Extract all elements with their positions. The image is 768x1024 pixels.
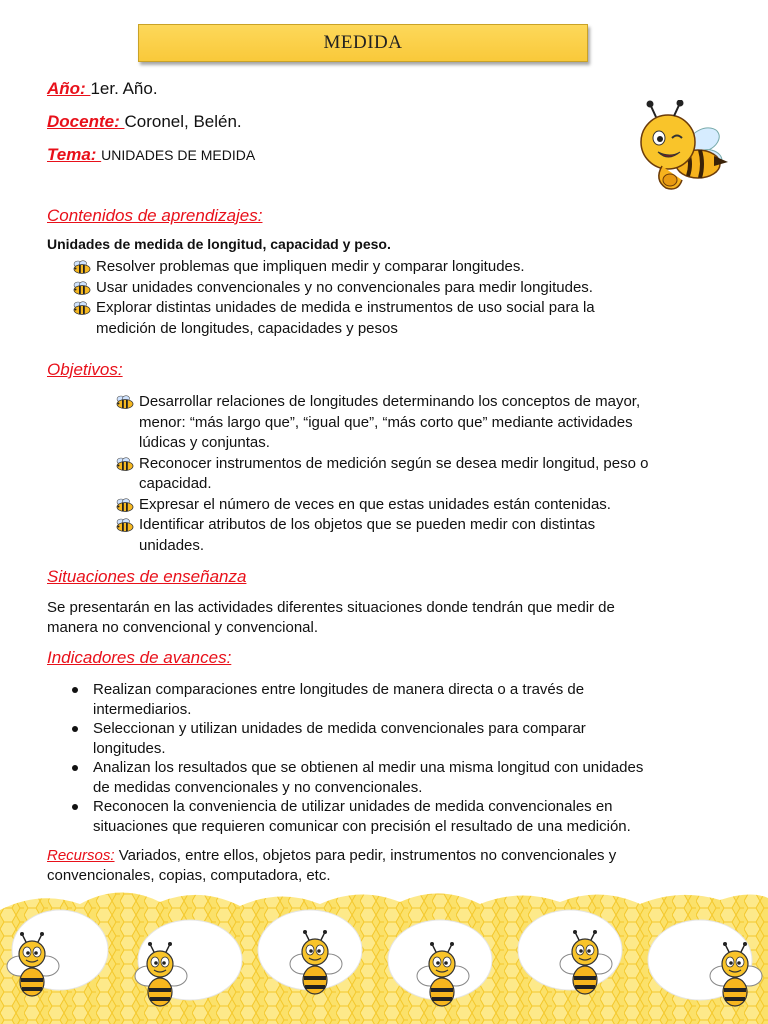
docente-label: Docente: (47, 112, 125, 131)
bee-bullet-icon (72, 301, 92, 315)
bee-bullet-icon (72, 260, 92, 274)
bullet-dot-icon (72, 687, 78, 693)
list-item: Seleccionan y utilizan unidades de medida convencionales para comparar longitudes. (70, 719, 730, 758)
contenidos-heading: Contenidos de aprendizajes: (47, 206, 263, 225)
contenidos-list (72, 257, 732, 339)
contenidos-subheading: Unidades de medida de longitud, capacidad y peso. (47, 236, 391, 252)
list-item-continuation: medición de longitudes, capacidades y pesos (96, 319, 398, 337)
anio-value: 1er. Año. (90, 79, 158, 98)
bee-bullet-icon (115, 395, 135, 409)
bullet-dot-icon (72, 765, 78, 771)
recursos-text: Recursos: Variados, entre ellos, objetos para pedir, instrumentos no convencionales y convencionales, copias, computadora, etc. (47, 847, 617, 884)
list-item: Explorar distintas unidades de medida e instrumentos de uso social para la (72, 298, 732, 319)
document-title: MEDIDA (138, 24, 588, 62)
anio-line (47, 79, 158, 99)
list-item: Realizan comparaciones entre longitudes de manera directa o a través de intermediarios. (70, 680, 730, 719)
anio-label: Año: (47, 79, 91, 98)
situaciones-text: Se presentarán en las actividades diferentes situaciones donde tendrán que medir de manera no convencional y convencional. (47, 599, 615, 636)
docente-value: Coronel, Belén. (124, 112, 242, 131)
list-item: Usar unidades convencionales y no convencionales para medir longitudes. (72, 278, 732, 299)
docente-line (47, 112, 242, 132)
bullet-dot-icon (72, 804, 78, 810)
objetivos-heading: Objetivos: (47, 360, 123, 379)
tema-line (47, 145, 255, 165)
tema-value: UNIDADES DE MEDIDA (101, 147, 256, 163)
bee-bullet-icon (115, 457, 135, 471)
bee-bullet-icon (115, 498, 135, 512)
indicadores-list (70, 680, 730, 836)
objetivos-list (115, 392, 735, 556)
honeycomb-border (0, 880, 768, 1024)
list-item: Reconocen la conveniencia de utilizar unidades de medida convencionales en situaciones que requieren comunicar con precisión el resultado de una medición. (70, 797, 730, 836)
situaciones-heading: Situaciones de enseñanza (47, 567, 247, 586)
indicadores-heading: Indicadores de avances: (47, 648, 232, 667)
bee-mascot-icon (632, 100, 732, 196)
list-item: Desarrollar relaciones de longitudes determinando los conceptos de mayor, menor: “más largo que”, “igual que”, “más corto que” mediante actividades lúdicas y conjuntas. (115, 392, 735, 454)
list-item: Identificar atributos de los objetos que se pueden medir con distintas unidades. (115, 515, 735, 556)
bullet-dot-icon (72, 726, 78, 732)
bee-bullet-icon (115, 518, 135, 532)
list-item: Resolver problemas que impliquen medir y comparar longitudes. (72, 257, 732, 278)
list-item: Reconocer instrumentos de medición según se desea medir longitud, peso o capacidad. (115, 454, 735, 495)
bee-bullet-icon (72, 281, 92, 295)
tema-label: Tema: (47, 145, 102, 164)
list-item: Analizan los resultados que se obtienen al medir una misma longitud con unidades de medidas convencionales y no convencionales. (70, 758, 730, 797)
list-item: Expresar el número de veces en que estas unidades están contenidas. (115, 495, 735, 516)
recursos-heading: Recursos: (47, 847, 115, 864)
